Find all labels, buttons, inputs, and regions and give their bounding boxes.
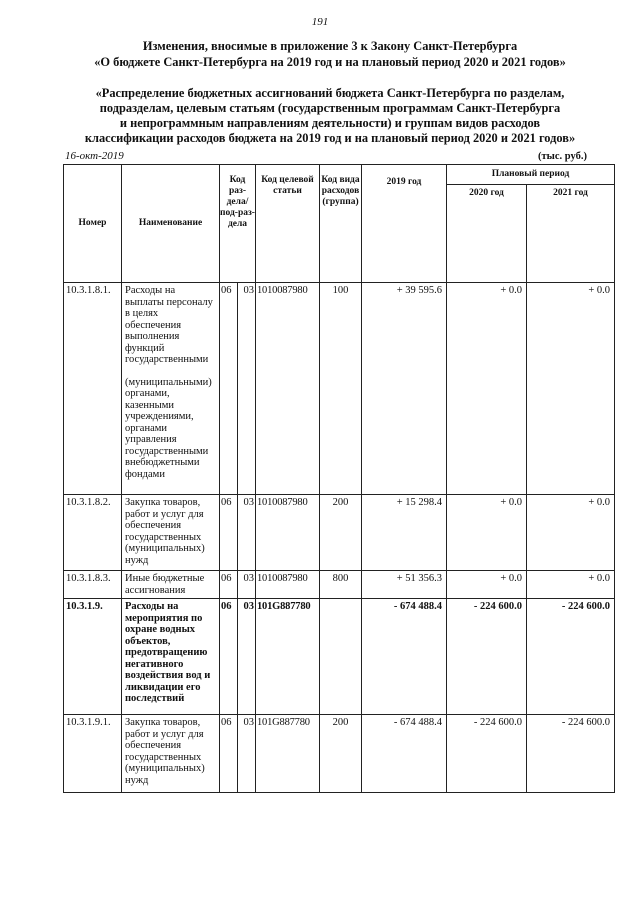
header-name: Наименование	[122, 165, 220, 283]
row-amount-2021: + 0.0	[527, 571, 615, 599]
subtitle-line: классификации расходов бюджета на 2019 год и на плановый период 2020 и 2021 годов»	[84, 131, 576, 145]
row-expense-type: 200	[320, 715, 362, 793]
row-number: 10.3.1.8.1.	[64, 283, 122, 495]
header-year-2019: 2019 год	[362, 165, 447, 283]
row-amount-2019: + 15 298.4	[362, 495, 447, 571]
table-row	[64, 495, 615, 571]
row-name: Расходы на мероприятия по охране водных объектов, предотвращению негативного воздействия вод и ликвидации его последствий	[122, 599, 220, 715]
row-target-code: 1010087980	[256, 283, 320, 495]
row-name-part: Расходы на выплаты персоналу в целях обеспечения выполнения функций государственными	[125, 285, 213, 365]
row-section: 06	[220, 283, 238, 495]
table-row	[64, 571, 615, 599]
row-amount-2021: + 0.0	[527, 495, 615, 571]
header-expense-type-code: Код вида расходов (группа)	[320, 165, 362, 283]
header-target-code: Код целевой статьи	[256, 165, 320, 283]
row-amount-2019: + 51 356.3	[362, 571, 447, 599]
row-amount-2021: + 0.0	[527, 283, 615, 495]
row-subsection: 03	[238, 715, 256, 793]
row-section: 06	[220, 599, 238, 715]
document-title	[30, 38, 630, 70]
table-row	[64, 283, 615, 495]
row-number: 10.3.1.9.1.	[64, 715, 122, 793]
table-row	[64, 715, 615, 793]
row-amount-2020: + 0.0	[447, 283, 527, 495]
row-amount-2019: + 39 595.6	[362, 283, 447, 495]
row-number: 10.3.1.8.3.	[64, 571, 122, 599]
row-amount-2021: - 224 600.0	[527, 715, 615, 793]
header-year-2020: 2020 год	[447, 185, 527, 283]
subtitle-line: «Распределение бюджетных ассигнований бюджета Санкт-Петербурга по разделам,	[95, 86, 565, 100]
row-section: 06	[220, 495, 238, 571]
row-name-part: (муниципальными) органами, казенными учреждениями, органами управления государственными внебюджетными фондами	[125, 376, 212, 480]
row-amount-2020: + 0.0	[447, 495, 527, 571]
row-amount-2020: - 224 600.0	[447, 715, 527, 793]
table-header	[64, 165, 615, 283]
row-name: Закупка товаров, работ и услуг для обеспечения государственных (муниципальных) нужд	[122, 715, 220, 793]
budget-table	[63, 164, 615, 793]
row-amount-2020: + 0.0	[447, 571, 527, 599]
table-row	[64, 599, 615, 715]
row-number: 10.3.1.8.2.	[64, 495, 122, 571]
row-amount-2020: - 224 600.0	[447, 599, 527, 715]
header-section-code: Код раз-дела/ под-раз-дела	[220, 165, 256, 283]
row-expense-type	[320, 599, 362, 715]
table-body	[64, 283, 615, 793]
page-number: 191	[311, 16, 329, 28]
row-target-code: 101G887780	[256, 715, 320, 793]
row-target-code: 1010087980	[256, 571, 320, 599]
units-label: (тыс. руб.)	[538, 151, 587, 162]
row-name	[122, 283, 220, 495]
row-name: Иные бюджетные ассигнования	[122, 571, 220, 599]
row-amount-2021: - 224 600.0	[527, 599, 615, 715]
row-target-code: 101G887780	[256, 599, 320, 715]
row-expense-type: 800	[320, 571, 362, 599]
subtitle-line: и непрограммным направлениям деятельности) и группам видов расходов	[119, 116, 541, 130]
row-section: 06	[220, 571, 238, 599]
row-target-code: 1010087980	[256, 495, 320, 571]
row-name: Закупка товаров, работ и услуг для обеспечения государственных (муниципальных) нужд	[122, 495, 220, 571]
header-year-2021: 2021 год	[527, 185, 615, 283]
header-number: Номер	[64, 165, 122, 283]
row-amount-2019: - 674 488.4	[362, 715, 447, 793]
appendix-subtitle	[30, 86, 630, 146]
subtitle-line: подразделам, целевым статьям (государственным программам Санкт-Петербурга	[99, 101, 561, 115]
row-expense-type: 100	[320, 283, 362, 495]
title-line: Изменения, вносимые в приложение 3 к Закону Санкт-Петербурга	[142, 39, 518, 53]
document-date: 16-окт-2019	[65, 150, 124, 162]
row-subsection: 03	[238, 283, 256, 495]
row-subsection: 03	[238, 599, 256, 715]
row-expense-type: 200	[320, 495, 362, 571]
row-section: 06	[220, 715, 238, 793]
row-subsection: 03	[238, 571, 256, 599]
row-number: 10.3.1.9.	[64, 599, 122, 715]
title-line: «О бюджете Санкт-Петербурга на 2019 год и на плановый период 2020 и 2021 годов»	[94, 55, 566, 69]
row-subsection: 03	[238, 495, 256, 571]
row-amount-2019: - 674 488.4	[362, 599, 447, 715]
header-planned-period: Плановый период	[447, 165, 615, 185]
